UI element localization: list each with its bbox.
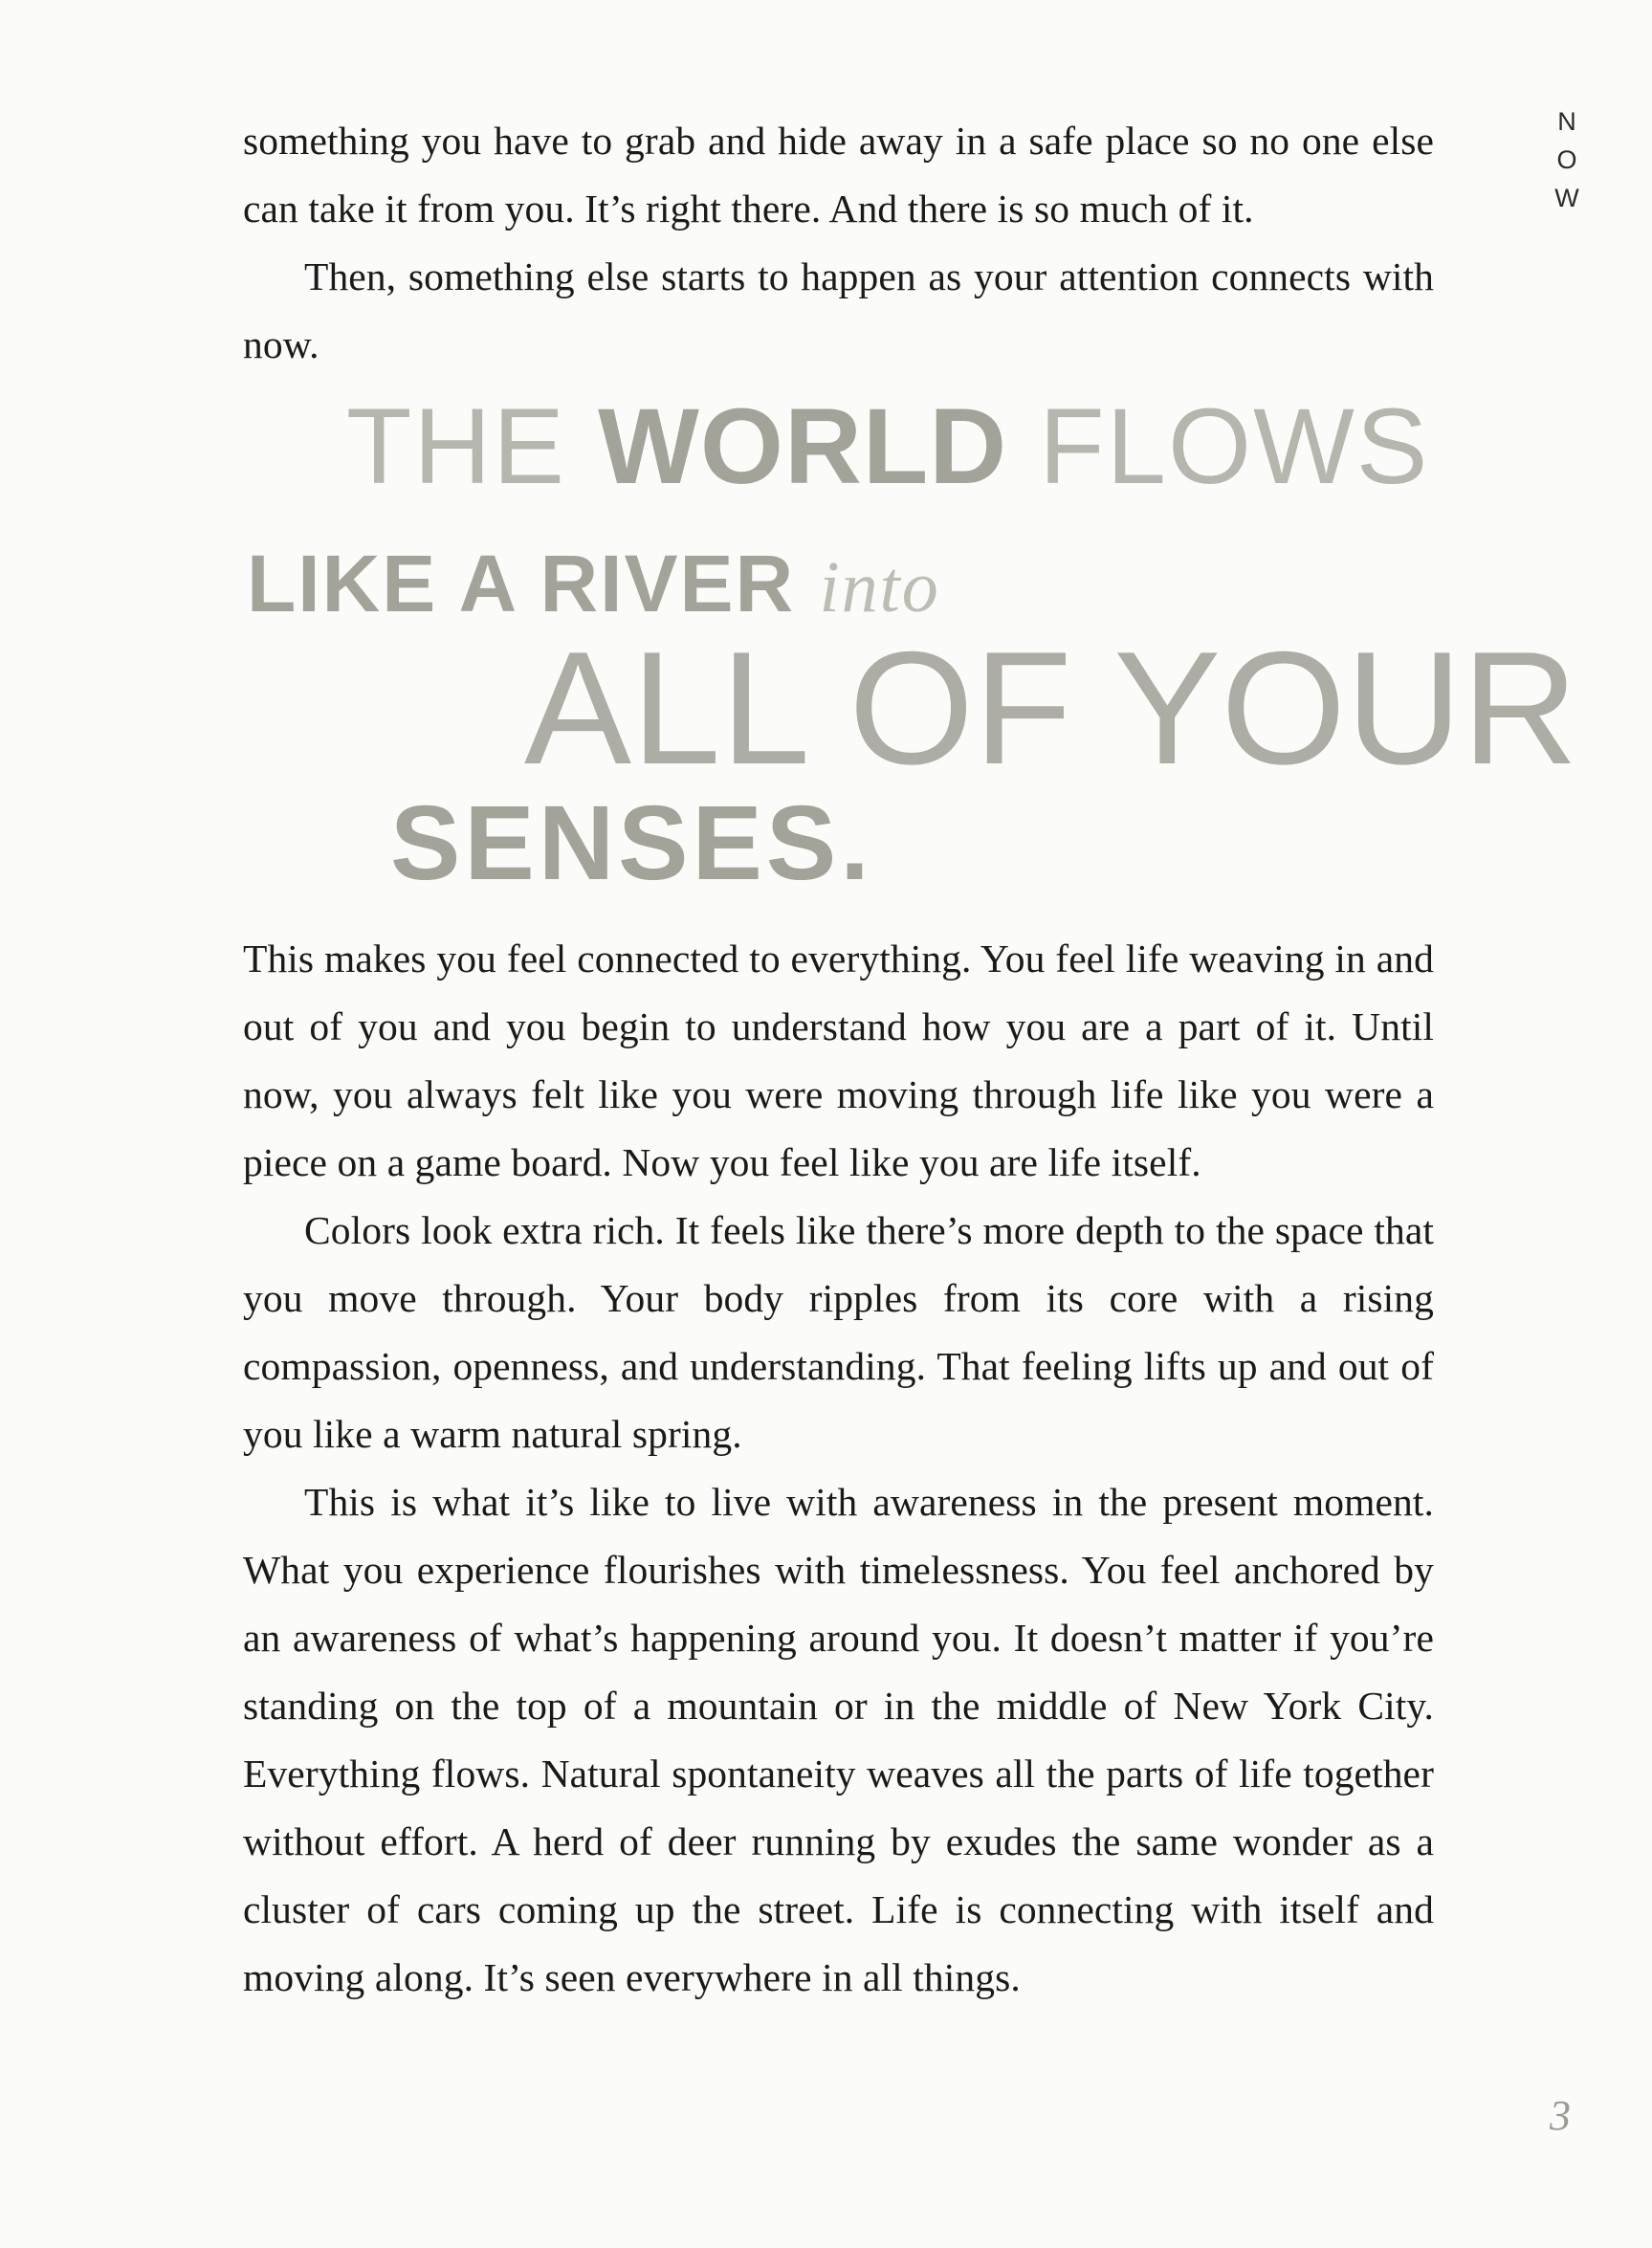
text-block-bottom [243,925,1434,2012]
pull-quote-word: FLOWS [1007,386,1430,506]
pull-quote-word: THE [346,386,599,506]
pull-quote-line-1 [346,385,1430,509]
text-block-top [243,107,1434,379]
pull-quote-word: into [819,547,940,628]
pull-quote-line-3: ALL OF YOUR [524,618,1578,798]
paragraph: Colors look extra rich. It feels like there’s more depth to the space that you move through. Your body ripples from its core with a rising compassion, openness, and understanding. That feeling lifts up and out of you like a warm natural spring. [243,1208,1434,1456]
running-head: NOW [1553,107,1581,222]
paragraph: This is what it’s like to live with awareness in the present moment. What you experience flourishes with timelessness. You feel anchored by an awareness of what’s happening around you. It doesn’t matter if you’re standing on the top of a mountain or in the middle of New York City. Everything flows. Natural spontaneity weaves all the parts of life together without effort. A herd of deer running by exudes the same wonder as a cluster of cars coming up the street. Life is connecting with itself and moving along. It’s seen everywhere in all things. [243,1480,1434,1999]
pull-quote-line-4: SENSES. [390,784,873,902]
pull-quote-word: LIKE A RIVER [247,539,820,628]
page-number: 3 [1550,2092,1571,2139]
paragraph: Then, something else starts to happen as your attention connects with now. [243,254,1434,366]
pull-quote-line-2 [247,531,940,640]
pull-quote-word: WORLD [598,386,1008,506]
paragraph: This makes you feel connected to everything. You feel life weaving in and out of you and you begin to understand how you are a part of it. Until now, you always felt like you were moving through life like you were a piece on a game board. Now you feel like you are life itself. [243,937,1434,1184]
paragraph-continued: something you have to grab and hide away in a safe place so no one else can take it from you. It’s right there. And there is so much of it. [243,119,1434,231]
